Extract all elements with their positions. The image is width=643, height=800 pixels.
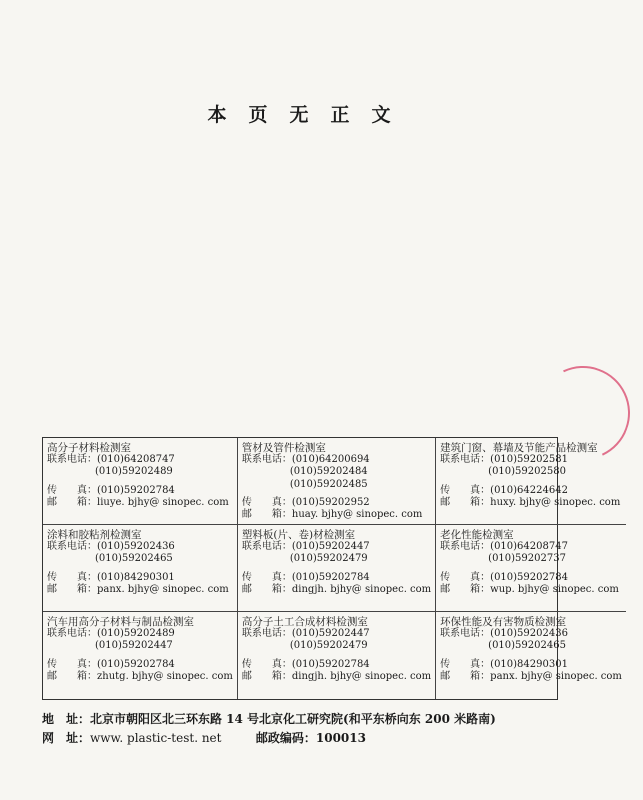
email-line [47, 671, 233, 683]
phone-label: 联系电话： [47, 541, 97, 553]
email-address[interactable]: dingjh. bjhy@ sinopec. com [291, 670, 432, 682]
fax-line [440, 659, 622, 671]
lab-name: 高分子材料检测室 [47, 442, 131, 454]
phone-line [242, 541, 431, 553]
email-label: 邮 箱： [241, 509, 292, 521]
fax-label: 传 真： [47, 484, 97, 496]
phone-line [242, 553, 431, 565]
email-label: 邮 箱： [47, 496, 97, 508]
phone-line [242, 640, 431, 652]
email-line [440, 497, 622, 509]
phone-line [47, 541, 233, 553]
phone-line [242, 454, 431, 466]
phone-number: (010)59202465 [95, 553, 173, 565]
phone-number: (010)59202580 [488, 466, 566, 478]
email-address[interactable]: wup. bjhy@ sinopec. com [490, 583, 619, 595]
email-line [440, 671, 622, 683]
phone-line [440, 553, 622, 565]
email-label: 邮 箱： [440, 496, 491, 508]
email-address[interactable]: zhutg. bjhy@ sinopec. com [97, 670, 233, 682]
fax-number: (010)59202784 [490, 571, 568, 583]
phone-label: 联系电话： [241, 628, 292, 640]
fax-line [47, 572, 233, 584]
address-label: 地 址： [42, 712, 91, 726]
email-line [242, 584, 431, 596]
fax-number: (010)59202784 [291, 571, 370, 583]
phone-number: (010)64208747 [490, 541, 568, 553]
fax-number: (010)84290301 [490, 658, 568, 670]
fax-line [242, 497, 431, 509]
phone-number: (010)59202447 [291, 628, 370, 640]
email-label: 邮 箱： [440, 670, 491, 682]
email-label: 邮 箱： [241, 583, 292, 595]
phone-line [440, 628, 622, 640]
email-address[interactable]: panx. bjhy@ sinopec. com [490, 670, 622, 682]
lab-cell [43, 612, 238, 699]
email-label: 邮 箱： [440, 583, 491, 595]
email-line [47, 584, 233, 596]
phone-label: 联系电话： [241, 541, 292, 553]
email-line [242, 509, 431, 521]
phone-number: (010)59202447 [291, 541, 370, 553]
phone-number: (010)64200694 [291, 454, 370, 466]
fax-label: 传 真： [47, 658, 97, 670]
email-label: 邮 箱： [241, 670, 292, 682]
address-line [42, 710, 582, 729]
phone-line [47, 454, 233, 466]
fax-number: (010)59202784 [97, 484, 175, 496]
web-line [42, 729, 582, 748]
lab-contact-grid [42, 437, 622, 700]
phone-line [47, 466, 233, 478]
lab-cell [238, 438, 436, 525]
phone-line [440, 640, 622, 652]
fax-number: (010)64224642 [490, 484, 568, 496]
email-label: 邮 箱： [47, 670, 97, 682]
postcode-value: 100013 [315, 731, 366, 745]
phone-line [242, 628, 431, 640]
lab-name: 汽车用高分子材料与制品检测室 [47, 616, 194, 628]
fax-number: (010)84290301 [97, 571, 175, 583]
phone-line [47, 553, 233, 565]
phone-number: (010)59202737 [488, 553, 566, 565]
email-address[interactable]: panx. bjhy@ sinopec. com [97, 583, 229, 595]
lab-name: 塑料板(片、卷)材检测室 [241, 529, 356, 541]
fax-number: (010)59202784 [291, 658, 370, 670]
web-link[interactable]: www. plastic-test. net [90, 731, 222, 745]
phone-label: 联系电话： [47, 454, 97, 466]
phone-number: (010)59202485 [289, 478, 368, 490]
lab-name: 高分子土工合成材料检测室 [241, 616, 368, 628]
fax-label: 传 真： [47, 571, 97, 583]
fax-line [440, 485, 622, 497]
email-line [47, 497, 233, 509]
phone-label: 联系电话： [440, 454, 491, 466]
fax-line [242, 659, 431, 671]
footer [42, 710, 582, 748]
fax-number: (010)59202952 [291, 496, 370, 508]
fax-label: 传 真： [440, 484, 491, 496]
lab-cell [436, 525, 626, 612]
phone-number: (010)59202479 [289, 553, 368, 565]
web-label: 网 址： [42, 731, 91, 745]
phone-label: 联系电话： [440, 541, 491, 553]
lab-name: 建筑门窗、幕墙及节能产品检测室 [440, 442, 598, 454]
fax-label: 传 真： [241, 496, 292, 508]
email-label: 邮 箱： [47, 583, 97, 595]
postcode-label: 邮政编码： [255, 731, 316, 745]
email-address[interactable]: dingjh. bjhy@ sinopec. com [291, 583, 432, 595]
fax-label: 传 真： [241, 658, 292, 670]
phone-number: (010)59202447 [95, 640, 173, 652]
fax-label: 传 真： [440, 571, 491, 583]
phone-number: (010)59202436 [490, 628, 568, 640]
fax-line [242, 572, 431, 584]
lab-cell [43, 438, 238, 525]
email-line [440, 584, 622, 596]
fax-label: 传 真： [241, 571, 292, 583]
phone-number: (010)59202489 [97, 628, 175, 640]
phone-number: (010)59202489 [95, 466, 173, 478]
lab-name: 环保性能及有害物质检测室 [440, 616, 567, 628]
phone-number: (010)59202465 [488, 640, 566, 652]
phone-number: (010)59202479 [289, 640, 368, 652]
fax-line [440, 572, 622, 584]
address-text: 北京市朝阳区北三环东路 14 号北京化工研究院(和平东桥向东 200 米路南) [90, 712, 496, 726]
email-line [242, 671, 431, 683]
lab-name: 管材及管件检测室 [241, 442, 326, 454]
email-address[interactable]: liuye. bjhy@ sinopec. com [97, 496, 229, 508]
phone-line [440, 466, 622, 478]
email-address[interactable]: huxy. bjhy@ sinopec. com [490, 496, 621, 508]
phone-line [440, 541, 622, 553]
lab-cell [436, 612, 626, 699]
phone-number: (010)59202436 [97, 541, 175, 553]
phone-number: (010)64208747 [97, 454, 175, 466]
phone-line [47, 628, 233, 640]
fax-line [47, 659, 233, 671]
phone-number: (010)59202581 [490, 454, 568, 466]
phone-line [242, 479, 431, 491]
fax-number: (010)59202784 [97, 658, 175, 670]
lab-cell [43, 525, 238, 612]
phone-line [242, 466, 431, 478]
fax-line [47, 485, 233, 497]
email-address[interactable]: huay. bjhy@ sinopec. com [291, 509, 423, 521]
phone-label: 联系电话： [241, 454, 292, 466]
lab-cell [238, 525, 436, 612]
phone-line [47, 640, 233, 652]
page-title: 本页无正文 [207, 104, 413, 126]
phone-label: 联系电话： [47, 628, 97, 640]
phone-label: 联系电话： [440, 628, 491, 640]
lab-name: 涂料和胶粘剂检测室 [47, 529, 142, 541]
phone-number: (010)59202484 [289, 466, 368, 478]
lab-name: 老化性能检测室 [440, 529, 514, 541]
lab-cell [238, 612, 436, 699]
fax-label: 传 真： [440, 658, 491, 670]
